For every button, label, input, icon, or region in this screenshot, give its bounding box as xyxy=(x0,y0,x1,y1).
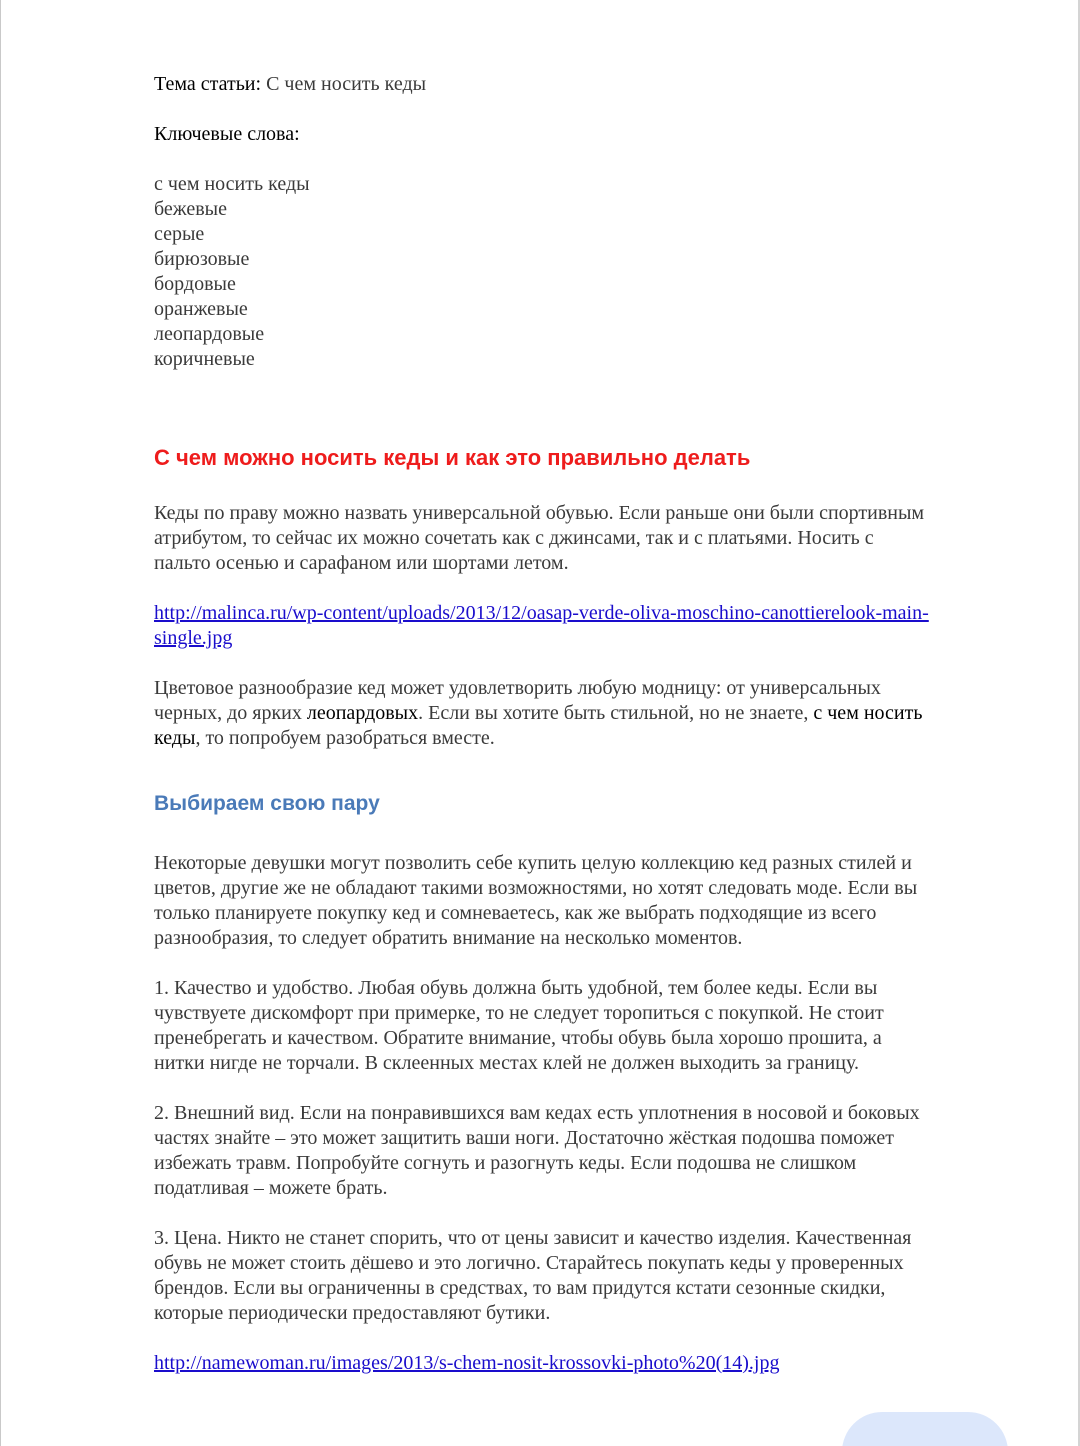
page-left-border xyxy=(0,0,1,1446)
topic-line xyxy=(154,72,1004,97)
bold-keyword-end: кеды xyxy=(154,727,196,749)
keyword-item: с чем носить кеды xyxy=(154,173,310,195)
point-2-line: частях знайте – это может защитить ваши ноги. Достаточно жёсткая подошва поможет xyxy=(154,1127,894,1149)
intro-line: пальто осенью и сарафаном или шортами летом. xyxy=(154,552,569,574)
point-3-line: которые периодически предоставляют бутики. xyxy=(154,1302,551,1324)
color-text: . Если вы хотите быть стильной, но не знаете, xyxy=(418,702,814,724)
choose-line: Некоторые девушки могут позволить себе купить целую коллекцию кед разных стилей и xyxy=(154,852,912,874)
point-1-line: 1. Качество и удобство. Любая обувь должна быть удобной, тем более кеды. Если вы xyxy=(154,977,878,999)
point-2-line: избежать травм. Попробуйте согнуть и разогнуть кеды. Если подошва не слишком xyxy=(154,1152,857,1174)
keyword-item: леопардовые xyxy=(154,323,265,345)
point-2-line: 2. Внешний вид. Если на понравившихся вам кедах есть уплотнения в носовой и боковых xyxy=(154,1102,920,1124)
document-body xyxy=(154,72,1004,1376)
point-1-line: чувствуете дискомфорт при примерке, то не следует торопиться с покупкой. Не стоит xyxy=(154,1002,884,1024)
point-2-paragraph xyxy=(154,1101,1004,1201)
keyword-item: бирюзовые xyxy=(154,248,250,270)
point-1-paragraph xyxy=(154,976,1004,1076)
color-line-1: Цветовое разнообразие кед может удовлетворить любую модницу: от универсальных xyxy=(154,677,881,699)
topic-value: С чем носить кеды xyxy=(266,73,427,95)
article-title: С чем можно носить кеды и как это правильно делать xyxy=(154,445,751,470)
color-line-3 xyxy=(154,726,1004,751)
floating-action-button[interactable] xyxy=(842,1412,1008,1446)
keyword-item: бежевые xyxy=(154,198,227,220)
point-3-paragraph xyxy=(154,1226,1004,1326)
color-paragraph xyxy=(154,676,1004,751)
keywords-label: Ключевые слова: xyxy=(154,123,300,145)
keyword-item: бордовые xyxy=(154,273,236,295)
choose-paragraph xyxy=(154,851,1004,951)
intro-paragraph xyxy=(154,501,1004,576)
point-2-line: податливая – можете брать. xyxy=(154,1177,388,1199)
intro-line: атрибутом, то сейчас их можно сочетать как с джинсами, так и с платьями. Носить с xyxy=(154,527,874,549)
choose-line: только планируете покупку кед и сомневаетесь, как же выбрать подходящие из всего xyxy=(154,902,877,924)
image-link-2[interactable]: http://namewoman.ru/images/2013/s-chem-nosit-krossovki-photo%20(14).jpg xyxy=(154,1352,780,1374)
color-text: , то попробуем разобраться вместе. xyxy=(195,727,495,749)
keyword-item: коричневые xyxy=(154,348,255,370)
color-line-2 xyxy=(154,701,1004,726)
image-link-1-line: http://malinca.ru/wp-content/uploads/2013/12/oasap-verde-oliva-moschino-canottierelook-main- xyxy=(154,602,929,624)
point-1-line: пренебрегать и качеством. Обратите внимание, чтобы обувь была хорошо прошита, а xyxy=(154,1027,882,1049)
point-3-line: брендов. Если вы ограниченны в средствах, то вам придутся кстати сезонные скидки, xyxy=(154,1277,886,1299)
keywords-list xyxy=(154,172,1004,372)
topic-label: Тема статьи: xyxy=(154,73,262,95)
point-3-line: обувь не может стоить дёшево и это логично. Старайтесь покупать кеды у проверенных xyxy=(154,1252,904,1274)
choose-line: разнообразия, то следует обратить внимание на несколько моментов. xyxy=(154,927,743,949)
point-1-line: нитки нигде не торчали. В склеенных местах клей не должен выходить за границу. xyxy=(154,1052,859,1074)
image-link-1-line: single.jpg xyxy=(154,627,233,649)
color-text: черных, до ярких xyxy=(154,702,307,724)
bold-keyword: с чем носить xyxy=(813,702,923,724)
keyword-item: серые xyxy=(154,223,205,245)
bold-leopard: леопардовых xyxy=(306,702,419,724)
point-3-line: 3. Цена. Никто не станет спорить, что от цены зависит и качество изделия. Качественная xyxy=(154,1227,912,1249)
keyword-item: оранжевые xyxy=(154,298,248,320)
intro-line: Кеды по праву можно назвать универсальной обувью. Если раньше они были спортивным xyxy=(154,502,925,524)
image-link-1[interactable] xyxy=(154,601,1004,651)
section-subtitle: Выбираем свою пару xyxy=(154,792,380,815)
choose-line: цветов, другие же не обладают такими возможностями, но хотят следовать моде. Если вы xyxy=(154,877,918,899)
